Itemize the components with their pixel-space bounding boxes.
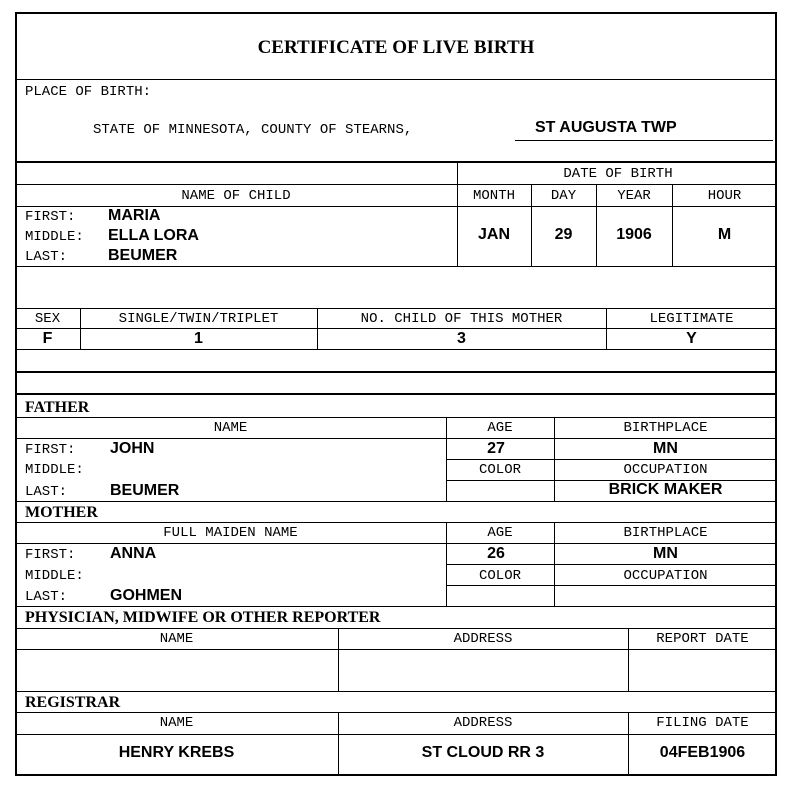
- divider: [15, 606, 777, 607]
- legitimate-value: Y: [686, 330, 697, 347]
- father-occupation-header: OCCUPATION: [623, 462, 708, 478]
- child-number-header: NO. CHILD OF THIS MOTHER: [360, 311, 563, 327]
- township-underline: [515, 140, 773, 141]
- child-middle-label: MIDDLE:: [25, 229, 84, 245]
- father-name-header: NAME: [213, 420, 248, 436]
- divider: [15, 522, 777, 523]
- mother-middle-label: MIDDLE:: [25, 568, 84, 584]
- father-first-name: JOHN: [110, 440, 155, 457]
- divider: [15, 734, 777, 735]
- mother-first-label: FIRST:: [25, 547, 76, 563]
- divider: [15, 417, 777, 418]
- father-birthplace-header: BIRTHPLACE: [623, 420, 708, 436]
- year-header: YEAR: [617, 188, 651, 204]
- divider: [15, 628, 777, 629]
- registrar-name-header: NAME: [159, 715, 194, 731]
- divider: [15, 328, 777, 329]
- divider: [446, 564, 777, 565]
- child-last-name: BEUMER: [108, 247, 178, 264]
- mother-birthplace-value: MN: [653, 545, 678, 562]
- date-of-birth-header: DATE OF BIRTH: [563, 166, 673, 182]
- divider: [15, 649, 777, 650]
- township-value: ST AUGUSTA TWP: [535, 119, 677, 136]
- father-section-title: FATHER: [25, 399, 90, 416]
- father-age-value: 27: [487, 440, 505, 457]
- birth-hour-value: M: [717, 226, 732, 243]
- sex-header: SEX: [34, 311, 61, 327]
- divider: [15, 691, 777, 692]
- filing-date-value: 04FEB1906: [659, 744, 746, 761]
- father-color-header: COLOR: [478, 462, 521, 478]
- physician-name-header: NAME: [159, 631, 194, 647]
- report-date-header: REPORT DATE: [656, 631, 749, 647]
- mother-age-header: AGE: [487, 525, 513, 541]
- birth-year-value: 1906: [616, 226, 652, 243]
- mother-birthplace-header: BIRTHPLACE: [623, 525, 708, 541]
- divider: [15, 543, 777, 544]
- divider: [15, 712, 777, 713]
- mother-section-title: MOTHER: [25, 504, 98, 521]
- certificate-title: CERTIFICATE OF LIVE BIRTH: [257, 37, 535, 58]
- divider: [15, 371, 777, 373]
- month-header: MONTH: [472, 188, 515, 204]
- child-last-label: LAST:: [25, 249, 68, 265]
- mother-occupation-header: OCCUPATION: [623, 568, 708, 584]
- registrar-section-title: REGISTRAR: [25, 694, 121, 711]
- divider: [446, 459, 777, 460]
- father-last-label: LAST:: [25, 484, 68, 500]
- legitimate-header: LEGITIMATE: [649, 311, 734, 327]
- divider: [15, 349, 777, 350]
- child-first-name: MARIA: [108, 207, 161, 224]
- divider: [15, 184, 777, 185]
- mother-color-header: COLOR: [478, 568, 521, 584]
- mother-age-value: 26: [487, 545, 505, 562]
- divider: [15, 438, 777, 439]
- registrar-address-header: ADDRESS: [453, 715, 513, 731]
- divider: [446, 585, 777, 586]
- state-county-text: STATE OF MINNESOTA, COUNTY OF STEARNS,: [93, 122, 413, 138]
- physician-section-title: PHYSICIAN, MIDWIFE OR OTHER REPORTER: [25, 609, 381, 626]
- divider: [15, 308, 777, 309]
- father-middle-label: MIDDLE:: [25, 462, 84, 478]
- father-birthplace-value: MN: [653, 440, 678, 457]
- mother-name-header: FULL MAIDEN NAME: [163, 525, 298, 541]
- divider: [15, 393, 777, 395]
- divider: [15, 266, 777, 267]
- father-occupation-value: BRICK MAKER: [608, 481, 723, 498]
- birth-month-value: JAN: [477, 226, 510, 243]
- divider: [15, 161, 777, 163]
- column-line: [457, 163, 458, 267]
- plurality-value: 1: [194, 330, 203, 347]
- name-of-child-header: NAME OF CHILD: [181, 188, 291, 204]
- physician-address-header: ADDRESS: [453, 631, 513, 647]
- registrar-address-value: ST CLOUD RR 3: [421, 744, 545, 761]
- registrar-name-value: HENRY KREBS: [118, 744, 235, 761]
- place-of-birth-label: PLACE OF BIRTH:: [25, 84, 152, 100]
- mother-last-label: LAST:: [25, 589, 68, 605]
- divider: [15, 501, 777, 502]
- day-header: DAY: [550, 188, 577, 204]
- mother-last-name: GOHMEN: [110, 587, 182, 604]
- hour-header: HOUR: [707, 188, 742, 204]
- father-first-label: FIRST:: [25, 442, 76, 458]
- filing-date-header: FILING DATE: [656, 715, 749, 731]
- sex-value: F: [42, 330, 53, 347]
- birth-day-value: 29: [554, 226, 573, 243]
- child-number-value: 3: [457, 330, 466, 347]
- child-middle-name: ELLA LORA: [108, 227, 199, 244]
- child-first-label: FIRST:: [25, 209, 76, 225]
- father-age-header: AGE: [487, 420, 513, 436]
- divider: [15, 79, 777, 80]
- mother-first-name: ANNA: [110, 545, 157, 562]
- plurality-header: SINGLE/TWIN/TRIPLET: [118, 311, 279, 327]
- father-last-name: BEUMER: [110, 482, 180, 499]
